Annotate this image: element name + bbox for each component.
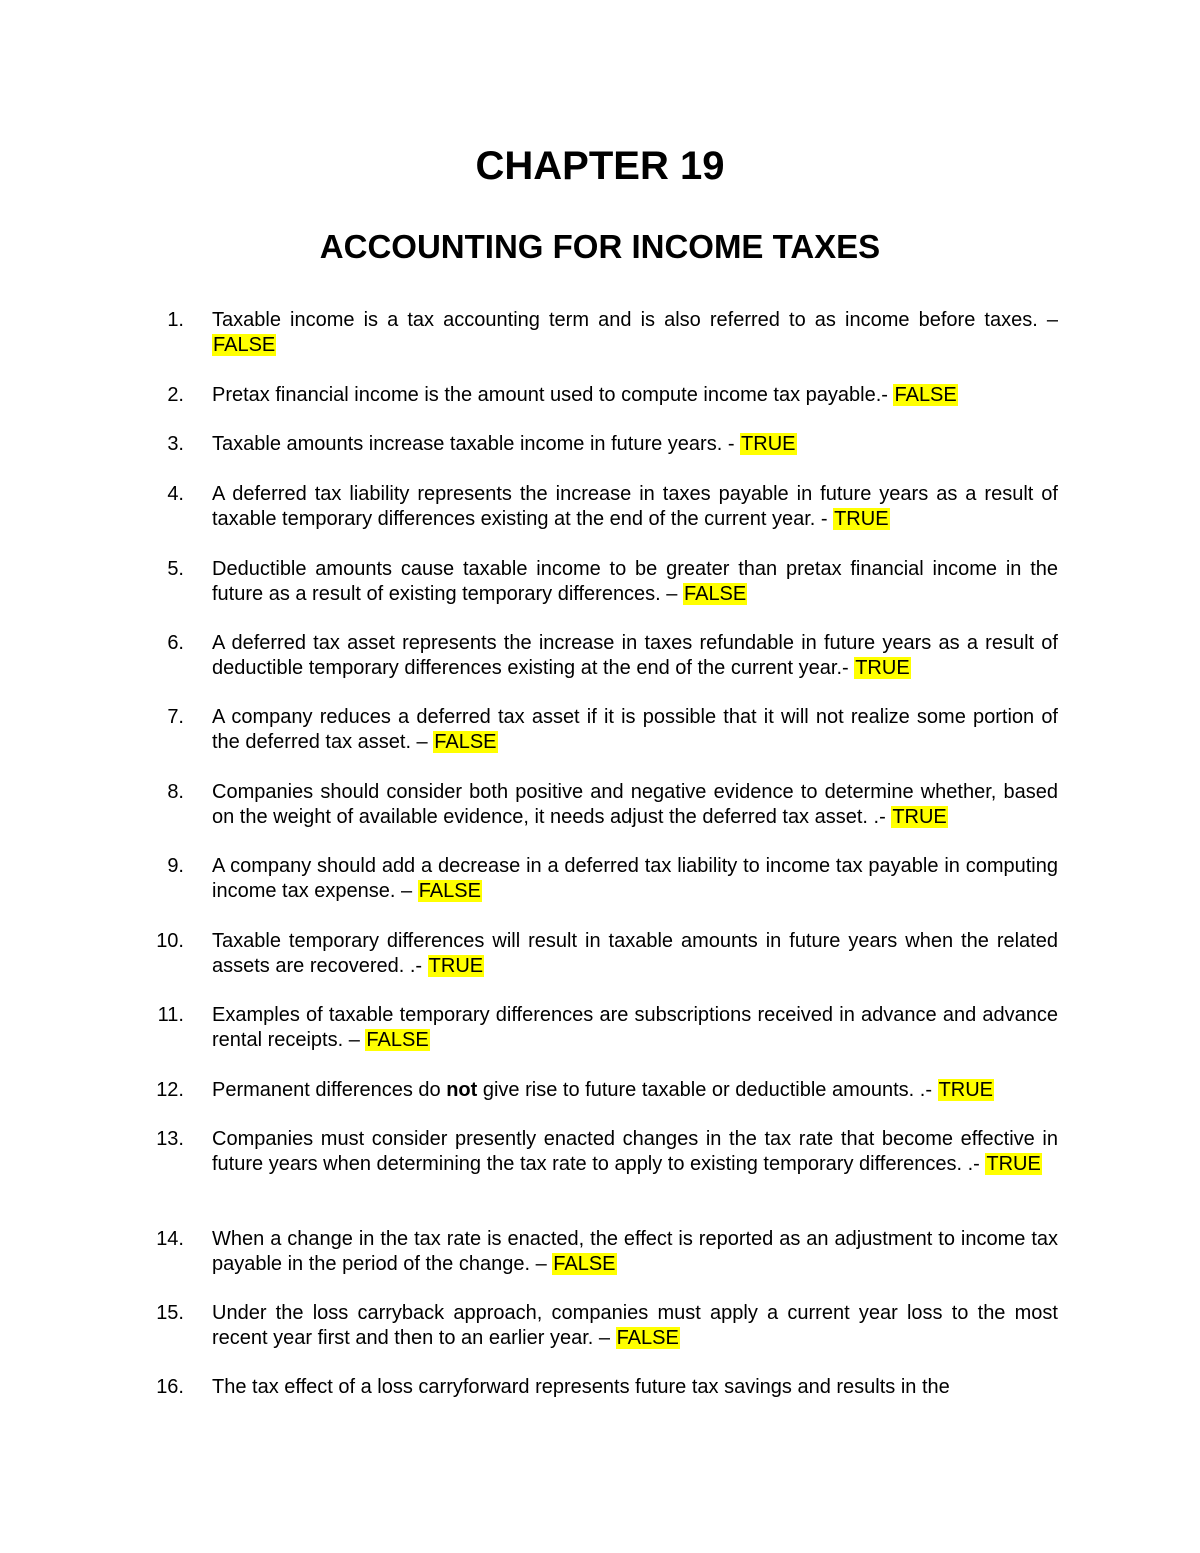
question-text: Deductible amounts cause taxable income to be greater than pretax financial income in the future as a result of existing temporary differences. – bbox=[212, 558, 1058, 605]
answer-highlight: FALSE bbox=[683, 583, 747, 605]
question-number: 14. bbox=[156, 1228, 184, 1250]
question-body bbox=[212, 1127, 1058, 1177]
question-body bbox=[212, 1078, 1058, 1103]
question-body bbox=[212, 1375, 1058, 1400]
answer-highlight: TRUE bbox=[892, 806, 947, 828]
question-body bbox=[212, 482, 1058, 532]
question-number: 15. bbox=[156, 1302, 184, 1324]
question-number: 11. bbox=[157, 1004, 184, 1026]
question-body bbox=[212, 631, 1058, 681]
answer-highlight: TRUE bbox=[741, 433, 796, 455]
question-text: Pretax financial income is the amount used to compute income tax payable.- bbox=[212, 384, 894, 406]
question-text: give rise to future taxable or deductible amounts. .- bbox=[477, 1079, 938, 1101]
answer-highlight: FALSE bbox=[366, 1029, 429, 1051]
question-number: 1. bbox=[167, 309, 184, 331]
question-text: Under the loss carryback approach, companies must apply a current year loss to the most recent year first and then to an earlier year. – bbox=[212, 1302, 1058, 1349]
question-text: Permanent differences do bbox=[212, 1079, 447, 1101]
answer-highlight: TRUE bbox=[986, 1153, 1041, 1175]
question-body bbox=[212, 557, 1058, 607]
question-text: Taxable amounts increase taxable income in future years. - bbox=[212, 433, 741, 455]
question-text: Companies must consider presently enacted changes in the tax rate that become effective in future years when determining the tax rate to apply to existing temporary differences. .- bbox=[212, 1128, 1058, 1175]
question-text: The tax effect of a loss carryforward represents future tax savings and results in the bbox=[212, 1376, 950, 1398]
question-number: 4. bbox=[167, 483, 184, 505]
answer-highlight: FALSE bbox=[616, 1327, 679, 1349]
question-text: A deferred tax asset represents the increase in taxes refundable in future years as a result of deductible temporary differences existing at the end of the current year.- bbox=[212, 632, 1058, 679]
emphasis-word: not bbox=[446, 1079, 478, 1101]
question-text: A deferred tax liability represents the increase in taxes payable in future years as a result of taxable temporary differences existing at the end of the current year. - bbox=[212, 483, 1058, 530]
chapter-title: CHAPTER 19 bbox=[475, 144, 725, 188]
question-number: 9. bbox=[167, 855, 184, 877]
question-body bbox=[212, 705, 1058, 755]
question-text: Examples of taxable temporary differences are subscriptions received in advance and advance rental receipts. – bbox=[212, 1004, 1058, 1051]
question-number: 6. bbox=[167, 632, 184, 654]
question-body bbox=[212, 383, 1058, 408]
answer-highlight: FALSE bbox=[418, 880, 481, 902]
question-body bbox=[212, 1003, 1058, 1053]
question-body bbox=[212, 929, 1058, 979]
question-text: Taxable income is a tax accounting term and is also referred to as income before taxes. – bbox=[212, 309, 1058, 331]
answer-highlight: FALSE bbox=[213, 334, 276, 356]
question-body bbox=[212, 1227, 1058, 1277]
question-number: 12. bbox=[156, 1079, 184, 1101]
question-text: A company reduces a deferred tax asset if it is possible that it will not realize some portion of the deferred tax asset. – bbox=[212, 706, 1058, 753]
question-number: 16. bbox=[156, 1376, 184, 1398]
question-number: 13. bbox=[156, 1128, 184, 1150]
question-body bbox=[212, 308, 1058, 358]
question-text: A company should add a decrease in a deferred tax liability to income tax payable in computing income tax expense. – bbox=[212, 855, 1058, 902]
answer-highlight: TRUE bbox=[855, 657, 910, 679]
question-body bbox=[212, 854, 1058, 904]
question-text: Taxable temporary differences will result in taxable amounts in future years when the related assets are recovered. .- bbox=[212, 930, 1058, 977]
question-number: 5. bbox=[167, 558, 184, 580]
question-number: 7. bbox=[167, 706, 184, 728]
question-number: 8. bbox=[167, 781, 184, 803]
answer-highlight: FALSE bbox=[434, 731, 497, 753]
question-text: Companies should consider both positive and negative evidence to determine whether, based on the weight of available evidence, it needs adjust the deferred tax asset. .- bbox=[212, 781, 1058, 828]
answer-highlight: TRUE bbox=[938, 1079, 994, 1101]
chapter-subtitle: ACCOUNTING FOR INCOME TAXES bbox=[319, 228, 881, 265]
question-body bbox=[212, 780, 1058, 830]
answer-highlight: FALSE bbox=[894, 384, 957, 406]
question-number: 2. bbox=[167, 384, 184, 406]
answer-highlight: TRUE bbox=[428, 955, 484, 977]
question-text: When a change in the tax rate is enacted, the effect is reported as an adjustment to income tax payable in the period of the change. – bbox=[212, 1228, 1058, 1275]
question-number: 3. bbox=[167, 433, 184, 455]
question-body bbox=[212, 1301, 1058, 1351]
answer-highlight: FALSE bbox=[553, 1253, 616, 1275]
question-body bbox=[212, 432, 1058, 457]
answer-highlight: TRUE bbox=[834, 508, 889, 530]
question-number: 10. bbox=[156, 930, 184, 952]
